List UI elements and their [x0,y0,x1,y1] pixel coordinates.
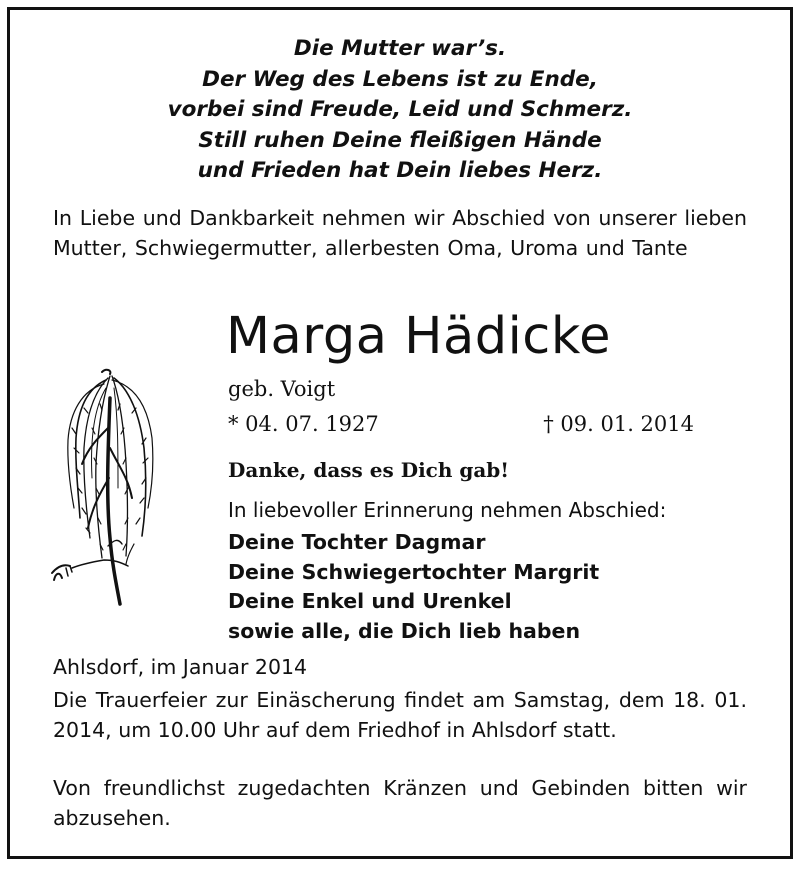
weeping-willow-icon [48,368,160,608]
deceased-name: Marga Hädicke [226,307,611,366]
mourner-list [228,528,599,646]
poem-line: und Frieden hat Dein liebes Herz. [197,158,603,183]
intro-text: In Liebe und Dankbarkeit nehmen wir Abschied von unserer lieben Mutter, Schwiegermutter, allerbesten Oma, Uroma und Tante [53,206,747,260]
ceremony-text: Die Trauerfeier zur Einäscherung findet am Samstag, dem 18. 01. 2014, um 10.00 Uhr auf dem Friedhof in Ahlsdorf statt. [53,688,747,742]
poem [100,34,700,187]
poem-line: Still ruhen Deine fleißigen Hände [198,127,602,153]
place-date: Ahlsdorf, im Januar 2014 [53,655,308,679]
maiden-name: geb. Voigt [228,377,336,401]
poem-line: Die Mutter war’s. [293,36,507,61]
farewell-line: In liebevoller Erinnerung nehmen Abschied: [228,498,667,522]
mourner: Deine Schwiegertochter Margrit [228,559,600,584]
wreaths-text: Von freundlichst zugedachten Kränzen und Gebinden bitten wir abzusehen. [53,776,747,830]
death-date: † 09. 01. 2014 [543,412,694,436]
thanks-line: Danke, dass es Dich gab! [228,458,510,482]
mourner: Deine Tochter Dagmar [228,530,486,554]
mourner: Deine Enkel und Urenkel [228,589,512,613]
poem-line: Der Weg des Lebens ist zu Ende, [202,66,598,92]
mourner: sowie alle, die Dich lieb haben [228,618,581,643]
poem-line: vorbei sind Freude, Leid und Schmerz. [167,97,633,122]
birth-date: * 04. 07. 1927 [228,412,379,436]
